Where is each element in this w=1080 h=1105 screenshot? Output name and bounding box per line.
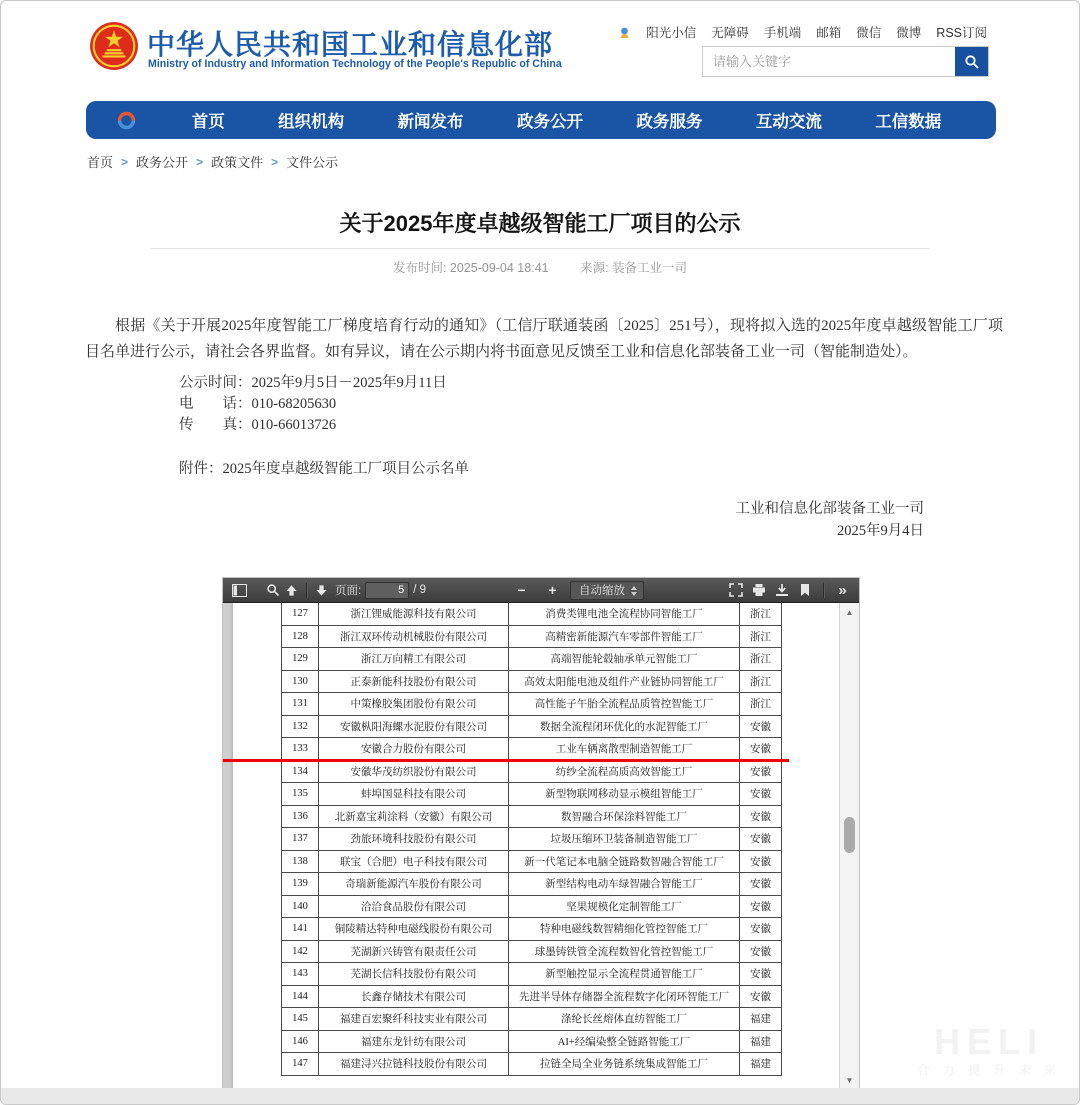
zoom-in-icon[interactable]: +: [548, 582, 557, 598]
cell-province: 福建: [740, 1053, 782, 1076]
cell-company-name: 芜湖长信科技股份有限公司: [319, 963, 509, 986]
cell-row-number: 140: [282, 895, 319, 918]
sunshine-mascot-icon: [618, 26, 631, 39]
search-button[interactable]: [955, 47, 988, 76]
info-line-1: 电 话：010-68205630: [179, 396, 337, 412]
pdf-viewer: [223, 578, 859, 1090]
cell-company-name: 北新嘉宝莉涂料（安徽）有限公司: [319, 805, 509, 828]
table-row: [282, 760, 782, 783]
cell-company-name: 长鑫存储技术有限公司: [319, 985, 509, 1008]
cell-project-name: 先进半导体存储器全流程数字化闭环智能工厂: [509, 985, 740, 1008]
table-row: [282, 918, 782, 941]
project-list-table: [281, 603, 782, 1076]
table-row: [282, 1008, 782, 1031]
table-row: [282, 805, 782, 828]
cell-province: 安徽: [740, 918, 782, 941]
table-row: [282, 738, 782, 761]
select-spinner-icon: [631, 586, 638, 596]
cell-project-name: 球墨铸铁管全流程数智化管控智能工厂: [509, 940, 740, 963]
heli-watermark: [917, 1021, 1061, 1078]
cell-project-name: 坚果规模化定制智能工厂: [509, 895, 740, 918]
cell-province: 浙江: [740, 625, 782, 648]
cell-project-name: 垃圾压缩环卫装备制造智能工厂: [509, 828, 740, 851]
toolbar-separator: [823, 583, 824, 598]
zoom-mode-select[interactable]: [570, 581, 644, 600]
cell-province: 浙江: [740, 648, 782, 671]
cell-row-number: 147: [282, 1053, 319, 1076]
national-emblem-logo: [89, 21, 139, 71]
cell-province: 安徽: [740, 828, 782, 851]
nav-item-2[interactable]: 新闻发布: [397, 113, 464, 131]
pdf-body: [223, 603, 859, 1090]
scroll-down-icon[interactable]: ▼: [845, 1076, 854, 1085]
cell-row-number: 132: [282, 715, 319, 738]
find-icon[interactable]: [263, 581, 282, 600]
breadcrumb-item-0[interactable]: 首页: [87, 155, 114, 170]
cell-company-name: 正泰新能科技股份有限公司: [319, 670, 509, 693]
cell-company-name: 奇瑞新能源汽车股份有限公司: [319, 873, 509, 896]
article-meta: [1, 258, 1079, 276]
site-search: [702, 46, 989, 77]
zoom-out-icon[interactable]: −: [517, 582, 526, 598]
cell-company-name: 洽洽食品股份有限公司: [319, 895, 509, 918]
cell-province: 安徽: [740, 963, 782, 986]
sidebar-toggle-icon[interactable]: [230, 581, 249, 600]
cell-row-number: 137: [282, 828, 319, 851]
article-source: 来源: 装备工业一司: [580, 261, 688, 275]
presentation-mode-icon[interactable]: [726, 581, 745, 600]
cell-company-name: 安徽合力股份有限公司: [319, 738, 509, 761]
breadcrumb-separator: >: [121, 154, 129, 169]
cell-row-number: 128: [282, 625, 319, 648]
cell-province: 安徽: [740, 940, 782, 963]
cell-project-name: 工业车辆离散型制造智能工厂: [509, 738, 740, 761]
cell-project-name: 拉链全局全业务链系统集成智能工厂: [509, 1053, 740, 1076]
table-row: [282, 670, 782, 693]
article-paragraph: 根据《关于开展2025年度智能工厂梯度培育行动的通知》（工信厅联通装函〔2025〕251号），现将拟入选的2025年度卓越级智能工厂项目名单进行公示，请社会各界监督。如有异议，请在公示期内将书面意见反馈至工业和信息化部装备工业一司（智能制造处）。: [85, 318, 1003, 360]
breadcrumb-separator: >: [271, 154, 279, 169]
cell-province: 安徽: [740, 738, 782, 761]
cell-company-name: 芜湖新兴铸管有限责任公司: [319, 940, 509, 963]
topbar-quick-links: [618, 23, 987, 41]
cell-company-name: 中策橡胶集团股份有限公司: [319, 693, 509, 716]
cell-row-number: 142: [282, 940, 319, 963]
cell-row-number: 131: [282, 693, 319, 716]
table-row: [282, 963, 782, 986]
nav-item-3[interactable]: 政务公开: [516, 113, 583, 131]
scroll-up-icon[interactable]: ▲: [845, 608, 854, 617]
page-total: / 9: [413, 584, 426, 596]
cell-company-name: 福建百宏聚纤科技实业有限公司: [319, 1008, 509, 1031]
cell-province: 浙江: [740, 670, 782, 693]
page-number-input[interactable]: [365, 582, 409, 599]
topbar-link-5[interactable]: 微博: [896, 26, 922, 40]
cell-project-name: 新型结构电动车绿智融合智能工厂: [509, 873, 740, 896]
cell-project-name: 数据全流程闭环优化的水泥智能工厂: [509, 715, 740, 738]
toolbar-more-icon[interactable]: »: [838, 581, 847, 599]
cell-company-name: 浙江双环传动机械股份有限公司: [319, 625, 509, 648]
nav-item-1[interactable]: 组织机构: [278, 113, 345, 131]
topbar-link-2[interactable]: 手机端: [763, 26, 802, 40]
table-row: [282, 625, 782, 648]
cell-province: 安徽: [740, 805, 782, 828]
cell-row-number: 145: [282, 1008, 319, 1031]
nav-item-6[interactable]: 工信数据: [875, 113, 942, 131]
breadcrumb-item-2[interactable]: 政策文件: [211, 155, 264, 170]
table-row: [282, 985, 782, 1008]
info-line-2: 传 真：010-66013726: [179, 417, 337, 433]
cell-company-name: 联宝（合肥）电子科技有限公司: [319, 850, 509, 873]
page-down-icon[interactable]: [312, 581, 331, 600]
breadcrumb-item-1[interactable]: 政务公开: [136, 155, 189, 170]
info-line-0: 公示时间：2025年9月5日－2025年9月11日: [179, 375, 447, 391]
article-info-lines: [179, 373, 447, 436]
table-row: [282, 850, 782, 873]
cell-row-number: 139: [282, 873, 319, 896]
table-row: [282, 1053, 782, 1076]
table-row: [282, 873, 782, 896]
toolbar-separator: [306, 583, 307, 598]
search-input[interactable]: [703, 47, 955, 76]
cell-row-number: 146: [282, 1030, 319, 1053]
topbar-link-4[interactable]: 微信: [856, 26, 882, 40]
cell-project-name: 高精密新能源汽车零部件智能工厂: [509, 625, 740, 648]
nav-item-4[interactable]: 政务服务: [636, 113, 703, 131]
cell-row-number: 136: [282, 805, 319, 828]
topbar-link-0[interactable]: 阳光小信: [646, 26, 697, 40]
cell-company-name: 浙江万向精工有限公司: [319, 648, 509, 671]
cell-province: 安徽: [740, 873, 782, 896]
cell-company-name: 安徽枞阳海螺水泥股份有限公司: [319, 715, 509, 738]
red-highlight-underline: [223, 759, 789, 762]
cell-province: 安徽: [740, 783, 782, 806]
cell-project-name: 新一代笔记本电脑全链路数智融合智能工厂: [509, 850, 740, 873]
cell-company-name: 劲旅环境科技股份有限公司: [319, 828, 509, 851]
cell-province: 福建: [740, 1030, 782, 1053]
cell-company-name: 福建浔兴拉链科技股份有限公司: [319, 1053, 509, 1076]
cell-province: 安徽: [740, 895, 782, 918]
cell-row-number: 144: [282, 985, 319, 1008]
cell-row-number: 143: [282, 963, 319, 986]
signature-date: 2025年9月4日: [837, 523, 924, 539]
table-row: [282, 895, 782, 918]
title-divider: [151, 248, 929, 249]
cell-province: 安徽: [740, 760, 782, 783]
cell-row-number: 141: [282, 918, 319, 941]
nav-item-0[interactable]: 首页: [191, 113, 225, 131]
pdf-page: [233, 603, 839, 1090]
main-nav: [86, 101, 996, 139]
article-title: 关于2025年度卓越级智能工厂项目的公示: [339, 211, 741, 236]
publish-time: 发布时间: 2025-09-04 18:41: [392, 261, 549, 275]
cell-project-name: 新型触控显示全流程贯通智能工厂: [509, 963, 740, 986]
breadcrumb: [87, 152, 338, 171]
table-row: [282, 940, 782, 963]
table-row: [282, 715, 782, 738]
cell-project-name: AI+经编染整全链路智能工厂: [509, 1030, 740, 1053]
page-up-icon[interactable]: [282, 581, 301, 600]
breadcrumb-separator: >: [196, 154, 204, 169]
cell-row-number: 133: [282, 738, 319, 761]
cell-project-name: 新型物联网移动显示模组智能工厂: [509, 783, 740, 806]
cell-row-number: 135: [282, 783, 319, 806]
signature-block: [736, 498, 925, 542]
watermark-slogan: 合 力 提 升 未 来: [917, 1063, 1061, 1077]
cell-row-number: 129: [282, 648, 319, 671]
zoom-mode-value: 自动缩放: [579, 585, 625, 597]
page-label: 页面:: [335, 585, 362, 597]
cell-project-name: 高效太阳能电池及组件产业链协同智能工厂: [509, 670, 740, 693]
print-icon[interactable]: [749, 581, 768, 600]
cell-row-number: 138: [282, 850, 319, 873]
cell-province: 安徽: [740, 850, 782, 873]
table-row: [282, 783, 782, 806]
site-subtitle: Ministry of Industry and Information Technology of the People's Republic of China: [148, 58, 562, 70]
cell-province: 浙江: [740, 693, 782, 716]
cell-row-number: 130: [282, 670, 319, 693]
scrollbar-thumb[interactable]: [844, 817, 855, 853]
cell-province: 浙江: [740, 603, 782, 625]
cell-project-name: 消费类锂电池全流程协同智能工厂: [509, 603, 740, 625]
cell-company-name: 铜陵精达特种电磁线股份有限公司: [319, 918, 509, 941]
cell-company-name: 安徽华茂纺织股份有限公司: [319, 760, 509, 783]
table-row: [282, 603, 782, 625]
cell-row-number: 134: [282, 760, 319, 783]
nav-items: [137, 108, 996, 132]
cell-province: 安徽: [740, 985, 782, 1008]
bookmark-icon[interactable]: [795, 581, 814, 600]
site-title: 中华人民共和国工业和信息化部: [147, 29, 554, 60]
signature-department: 工业和信息化部装备工业一司: [735, 501, 924, 517]
topbar-link-1[interactable]: 无障碍: [711, 26, 749, 40]
cell-project-name: 高性能子午胎全流程品质管控智能工厂: [509, 693, 740, 716]
download-icon[interactable]: [772, 581, 791, 600]
cell-row-number: 127: [282, 603, 319, 625]
miit-swirl-icon: [116, 110, 137, 131]
cell-project-name: 高端智能轮毂轴承单元智能工厂: [509, 648, 740, 671]
watermark-logo-text: HELI: [934, 1021, 1045, 1062]
toolbar-right-group: [726, 581, 852, 600]
topbar-link-6[interactable]: RSS订阅: [936, 26, 987, 40]
cell-company-name: 蚌埠国显科技有限公司: [319, 783, 509, 806]
cell-project-name: 纺纱全流程高质高效智能工厂: [509, 760, 740, 783]
zoom-controls: [512, 581, 644, 600]
cell-company-name: 浙江锂威能源科技有限公司: [319, 603, 509, 625]
cell-province: 安徽: [740, 715, 782, 738]
table-row: [282, 648, 782, 671]
breadcrumb-item-3[interactable]: 文件公示: [286, 155, 339, 170]
table-row: [282, 828, 782, 851]
attachment-line: 附件：2025年度卓越级智能工厂项目公示名单: [179, 461, 469, 477]
nav-item-5[interactable]: 互动交流: [755, 113, 822, 131]
topbar-link-3[interactable]: 邮箱: [816, 26, 842, 40]
search-icon: [964, 54, 980, 70]
pdf-scrollbar[interactable]: [839, 603, 859, 1090]
page-footer-strip: [1, 1088, 1079, 1104]
cell-province: 福建: [740, 1008, 782, 1031]
pdf-toolbar: [223, 578, 859, 603]
cell-project-name: 数智融合环保涂料智能工厂: [509, 805, 740, 828]
table-row: [282, 693, 782, 716]
table-row: [282, 1030, 782, 1053]
cell-company-name: 福建东龙针纺有限公司: [319, 1030, 509, 1053]
cell-project-name: 涤纶长丝熔体直纺智能工厂: [509, 1008, 740, 1031]
cell-project-name: 特种电磁线数智精细化管控智能工厂: [509, 918, 740, 941]
